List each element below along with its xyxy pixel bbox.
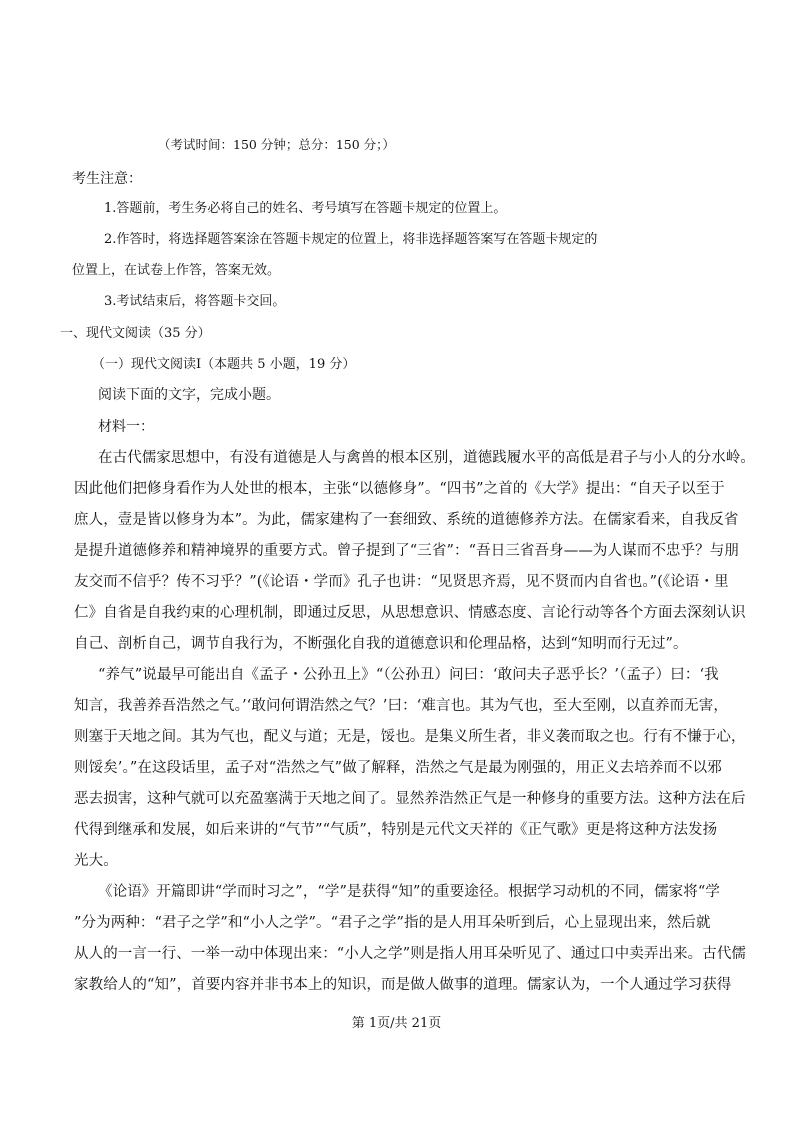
notice-item-1: 1.答题前，考生务必将自己的姓名、考号填写在答题卡规定的位置上。: [104, 201, 507, 216]
page-number: 第 1页/共 21页: [351, 1016, 442, 1031]
body-line: 从人的一言一行、一举一动中体现出来：“小人之学”则是指人用耳朵听见了、通过口中卖弄出来。古代儒: [74, 946, 747, 962]
body-line: 恶去损害，这种气就可以充盈塞满于天地之间了。显然养浩然正气是一种修身的重要方法。这种方法在后: [74, 791, 746, 807]
body-line: 自己、剖析自己，调节自我行为，不断强化自我的道德意识和伦理品格，达到“知明而行无过”。: [74, 636, 688, 652]
body-line: 仁》自省是自我约束的心理机制，即通过反思，从思想意识、情感态度、言论行动等各个方面去深刻认识: [74, 605, 746, 621]
body-line: 在古代儒家思想中，有没有道德是人与禽兽的根本区别，道德践履水平的高低是君子与小人的分水岭。: [98, 450, 755, 466]
body-line: 庶人，壹是皆以修身为本”。为此，儒家建构了一套细致、系统的道德修养方法。在儒家看来，自我反省: [74, 512, 739, 528]
exam-info: （考试时间：150 分钟；总分：150 分；）: [158, 137, 395, 152]
body-line: 是提升道德修养和精神境界的重要方式。曾子提到了“三省”：“吾日三省吾身——为人谋而不忠乎？与朋: [74, 543, 739, 559]
section-instruction: 阅读下面的文字，完成小题。: [98, 387, 280, 403]
body-line: 家教给人的“知”，首要内容并非书本上的知识，而是做人做事的道理。儒家认为，一个人通过学习获得: [74, 977, 732, 993]
body-line: 代得到继承和发展，如后来讲的“气节”“气质”，特别是元代文天祥的《正气歌》更是将这种方法发扬: [74, 822, 718, 838]
notice-item-2-cont: 位置上，在试卷上作答，答案无效。: [72, 263, 281, 278]
material-label: 材料一：: [98, 419, 154, 435]
body-line: 则塞于天地之间。其为气也，配义与道；无是，馁也。是集义所生者，非义袭而取之也。行有不慊于心，: [74, 729, 746, 745]
body-line: 友交而不信乎？传不习乎？”(《论语・学而》孔子也讲：“见贤思齐焉，见不贤而内自省也。”(《论语・里: [74, 574, 729, 590]
section-title: 一、现代文阅读（35 分）: [60, 326, 211, 341]
notice-item-3: 3.考试结束后，将答题卡交回。: [104, 294, 286, 309]
body-line: 《论语》开篇即讲“学而时习之”，“学”是获得“知”的重要途径。根据学习动机的不同，儒家将“学: [98, 884, 720, 900]
body-line: “养气”说最早可能出自《孟子・公孙丑上》“（公孙丑）问曰：‘敢问夫子恶乎长？’（孟子）曰：‘我: [98, 667, 719, 683]
notice-item-2: 2.作答时，将选择题答案涂在答题卡规定的位置上，将非选择题答案写在答题卡规定的: [104, 232, 598, 247]
body-line: 知言，我善养吾浩然之气。’‘敢问何谓浩然之气？’曰：‘难言也。其为气也，至大至刚，以直养而无害，: [74, 698, 728, 714]
body-line: ”分为两种：“君子之学”和“小人之学”。“君子之学”指的是人用耳朵听到后，心上显现出来，然后就: [74, 915, 711, 931]
body-line: 光大。: [74, 853, 118, 869]
section-subtitle: （一）现代文阅读Ⅰ（本题共 5 小题，19 分）: [92, 357, 356, 372]
body-line: 则馁矣’。”在这段话里，孟子对“浩然之气”做了解释，浩然之气是最为刚强的，用正义去培养而不以邪: [74, 760, 722, 776]
notice-title: 考生注意：: [72, 171, 142, 187]
body-line: 因此他们把修身看作为人处世的根本，主张“以德修身”。“四书”之首的《大学》提出：“自天子以至于: [74, 481, 725, 497]
